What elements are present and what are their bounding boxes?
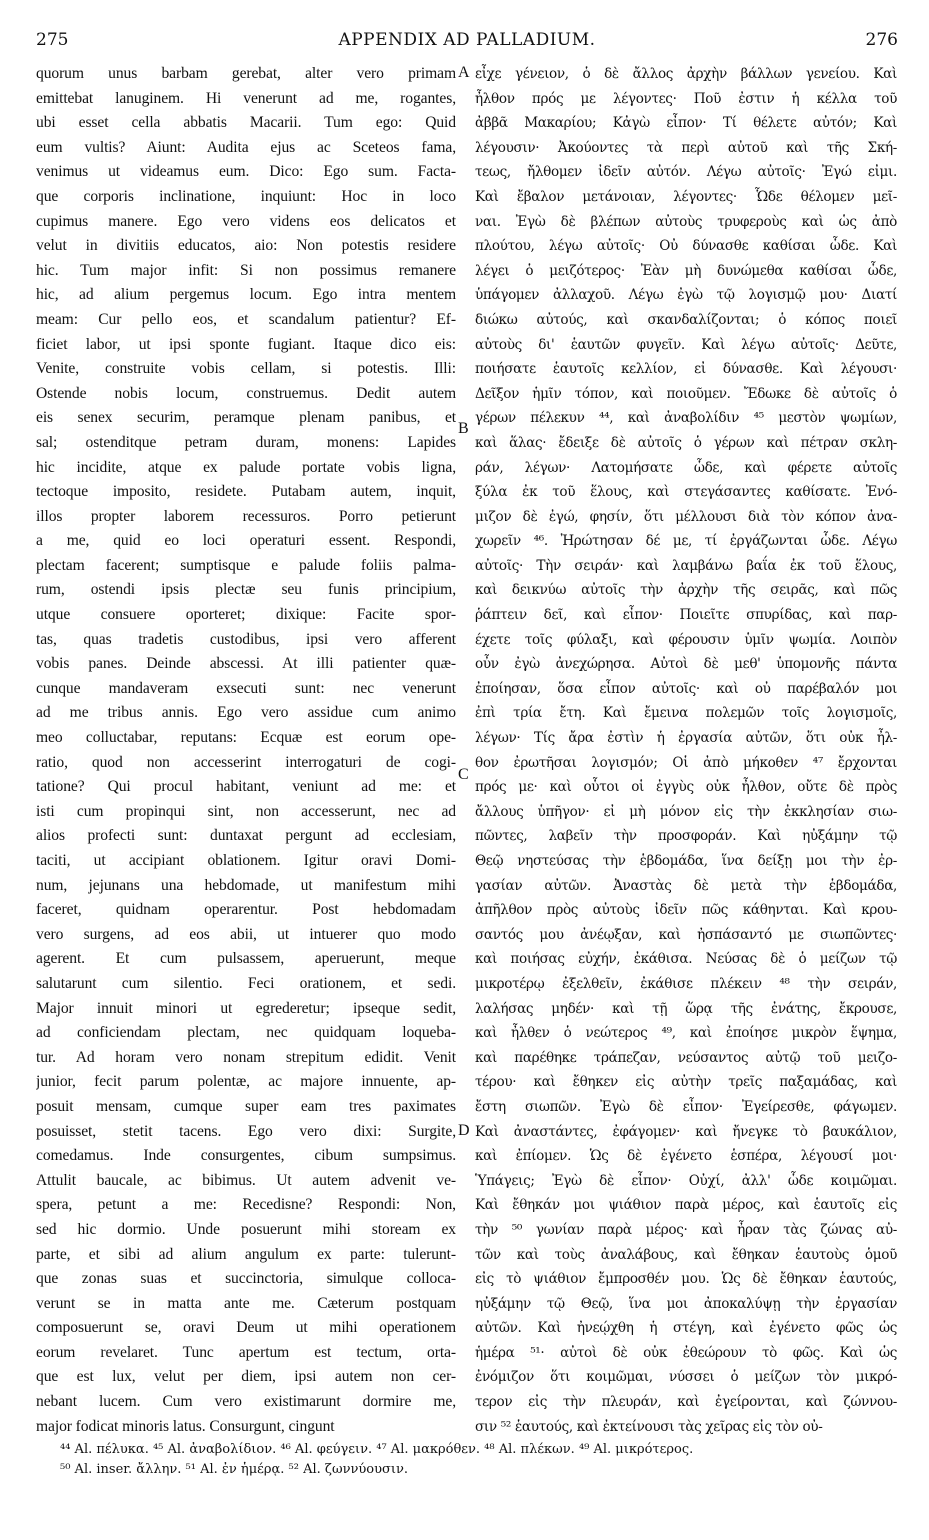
section-marker-d: D bbox=[458, 1122, 470, 1139]
latin-text-line: Major innuit minori ut egrederetur; ipseque sedit, bbox=[36, 999, 456, 1017]
greek-text-line: μιζον δὲ ἐγώ, φησίν, ὅτι μέλλουσι διὰ τὸν κόπον ἀνα- bbox=[475, 508, 897, 525]
greek-text-line: ἐνόμιζον ὅτι κοιμῶμαι, νύσσει ὁ μείζων τὸν μικρό- bbox=[475, 1369, 897, 1386]
latin-text-line: posuit mensam, cumque super eam tres paximates bbox=[36, 1097, 456, 1115]
latin-text-line: ad me tribus annis. Ego vero assidue cum animo bbox=[36, 704, 456, 722]
latin-text-line: nebant lucem. Cum vero existimarunt dormire me, bbox=[36, 1393, 456, 1411]
latin-text-line: Ostende nobis locum, construemus. Dedit autem bbox=[36, 384, 456, 402]
running-title: APPENDIX AD PALLADIUM. bbox=[338, 30, 596, 50]
greek-text-line: ἔστη σιωπῶν. Ἐγὼ δὲ εἶπον· Ἐγείρεσθε, φάγωμεν. bbox=[475, 1098, 897, 1115]
greek-text-line: ἀββᾶ Μακαρίου; Κἀγὼ εἶπον· Τί θέλετε αὐτόν; Καὶ bbox=[475, 115, 897, 132]
greek-text-line: καὶ ἦλθεν ὁ νεώτερος ⁴⁹, καὶ ἐποίησε μικρὸν ἕψημα, bbox=[475, 1025, 897, 1042]
latin-text-line: isti cum propinqui sint, non accesserunt, nec ad bbox=[36, 802, 456, 820]
latin-text-line: meam: Cur pello eos, et scandalum patientur? Ef- bbox=[36, 310, 456, 328]
greek-text-line: σιν ⁵² ἑαυτούς, καὶ ἐκτείνουσι τὰς χεῖρας εἰς τὸν οὐ- bbox=[475, 1418, 823, 1435]
latin-text-line: ficiet labor, ut ipsi sponte fugiant. Itaque dico eis: bbox=[36, 335, 456, 353]
latin-text-line: salutarunt cum silentio. Feci orationem, et sedi. bbox=[36, 974, 456, 992]
latin-text-line: Venite, construite vobis cellam, si potestis. Illi: bbox=[36, 360, 456, 378]
greek-text-line: λέγων· Τίς ἄρα ἐστὶν ἡ ἐργασία αὐτῶν, ὅτι οὐκ ἦλ- bbox=[475, 730, 897, 747]
greek-text-line: ἐποίησαν, ὅσα εἶπον αὐτοῖς· καὶ οὐ παρέβαλόν μοι bbox=[475, 680, 897, 697]
greek-text-line: χωρεῖν ⁴⁶. Ἠρώτησαν δέ με, τί ἐργάζωνται ὧδε. Λέγω bbox=[475, 533, 897, 550]
greek-text-line: Καὶ ἀναστάντες, ἐφάγομεν· καὶ ἤνεγκε τὸ βαυκάλιον, bbox=[475, 1123, 897, 1140]
footnote-line: ⁴⁴ Al. πέλυκα. ⁴⁵ Al. ἀναβολίδιον. ⁴⁶ Al. φεύγειν. ⁴⁷ Al. μακρόθεν. ⁴⁸ Al. πλέκων. ⁴⁹ Al. μικρότερος. bbox=[60, 1442, 694, 1457]
section-marker-b: B bbox=[458, 420, 469, 437]
latin-text-line: que est lux, velut per diem, ipsi autem non cer- bbox=[36, 1368, 456, 1386]
latin-text-line: taciti, ut accipiant oblationem. Igitur oravi Domi- bbox=[36, 852, 456, 869]
latin-text-line: alios profecti sunt: duntaxat pergunt ad ecclesiam, bbox=[36, 827, 456, 845]
greek-text-line: ἦλθον πρός με λέγοντες· Ποῦ ἐστιν ἡ κέλλα τοῦ bbox=[475, 90, 897, 107]
greek-text-line: πῶντες, λαβεῖν τὴν προσφοράν. Καὶ ηὐξάμην τῷ bbox=[475, 828, 897, 845]
latin-text-line: vobis panes. Deinde abscessi. At illi patienter quæ- bbox=[36, 655, 456, 673]
latin-text-line: quorum unus barbam gerebat, alter vero primam bbox=[36, 65, 456, 82]
greek-text-line: Δεῖξον ἡμῖν τόπον, καὶ ποιοῦμεν. Ἔδωκε δὲ αὐτοῖς ὁ bbox=[475, 385, 897, 402]
greek-text-line: Ὑπάγεις; Ἐγὼ δὲ εἶπον· Οὐχί, ἀλλ' ὧδε κοιμῶμαι. bbox=[475, 1172, 897, 1189]
greek-text-line: οὖν ἐγὼ ἀνεχώρησα. Αὐτοὶ δὲ μεθ' ὑπομονῆς πάντα bbox=[475, 656, 897, 673]
greek-text-line: εἶχε γένειον, ὁ δὲ ἄλλος ἀρχὴν βάλλων γενείου. Καὶ bbox=[475, 66, 897, 82]
greek-text-line: καὶ ποιήσας εὐχήν, ἐκάθισα. Νεύσας δὲ ὁ μείζων τῷ bbox=[475, 951, 897, 968]
greek-text-line: ὑπάγομεν ἀλλαχοῦ. Λέγω ἐγὼ τῷ λογισμῷ μου· Διατί bbox=[475, 287, 897, 304]
latin-text-line: eis senex securim, peramque plenam panibus, et bbox=[36, 409, 456, 427]
greek-text-line: λαλήσας μηδέν· καὶ τῇ ὥρᾳ τῆς ἐνάτης, ἔκρουσε, bbox=[475, 1000, 897, 1017]
latin-text-line: eorum revelaret. Tunc apertum est tectum, orta- bbox=[36, 1343, 456, 1361]
latin-text-line: ad conficiendam plectam, nec quidquam loqueba- bbox=[36, 1024, 456, 1042]
greek-text-line: θον ἐρωτῆσαι λογισμόν; Οἱ ἀπὸ μήκοθεν ⁴⁷ ἔρχονται bbox=[475, 754, 897, 771]
latin-text-line: spera, petunt a me: Recedisne? Respondi: Non, bbox=[36, 1196, 456, 1214]
greek-text-line: γασίαν αὐτῶν. Ἀναστὰς δὲ μετὰ τὴν ἑβδομάδα, bbox=[475, 877, 897, 894]
latin-text-line: junior, fecit parum polentæ, ac majore innuente, ap- bbox=[36, 1073, 456, 1091]
greek-text-line: αὐτῶν. Καὶ ἠνεῴχθη ἡ στέγη, καὶ ἐγένετο φῶς ὡς bbox=[475, 1320, 897, 1337]
greek-text-line: ξύλα ἐκ τοῦ ἕλους, καὶ στεγάσαντες καθίσατε. Ἐνό- bbox=[475, 484, 897, 501]
latin-text-line: que corporis inclinatione, inquiunt: Hoc in loco bbox=[36, 187, 456, 205]
latin-text-line: ubi esset cella abbatis Macarii. Tum ego: Quid bbox=[36, 114, 456, 132]
latin-text-line: a me, quid eo loci operaturi essent. Respondi, bbox=[36, 532, 456, 550]
greek-text-line: Καὶ ἔθηκάν μοι ψιάθιον παρὰ μέρος, καὶ ἑαυτοῖς εἰς bbox=[475, 1197, 897, 1214]
latin-text-line: velut in divitiis educatos, aio: Non potestis residere bbox=[36, 237, 456, 255]
footnote-line: ⁵⁰ Al. inser. ἄλλην. ⁵¹ Al. ἐν ἡμέρᾳ. ⁵² Al. ζωννύουσιν. bbox=[60, 1462, 409, 1477]
greek-text-line: τεως, ἤλθομεν ἰδεῖν αὐτόν. Λέγω αὐτοῖς· Ἐγώ εἰμι. bbox=[475, 164, 897, 181]
greek-text-line: τέρου· καὶ ἔθηκεν εἰς αὐτὴν τρεῖς παξαμάδας, καὶ bbox=[475, 1074, 897, 1091]
latin-text-line: num, jejunans una hebdomade, ut manifestum mihi bbox=[36, 876, 456, 894]
latin-text-line: tectoque imposito, residete. Putabam autem, inquit, bbox=[36, 483, 456, 501]
latin-text-line: plectam facerent; sumptisque e palude foliis palma- bbox=[36, 556, 456, 574]
latin-text-line: meo colluctabar, reputans: Ecquæ est eorum ope- bbox=[36, 729, 456, 747]
greek-text-line: καὶ ἐπίομεν. Ὡς δὲ ἐγένετο ἑσπέρα, λέγουσί μοι· bbox=[475, 1148, 897, 1165]
latin-text-line: posuisset, stetit tacens. Ego vero dixi: Surgite, bbox=[36, 1122, 456, 1140]
latin-text-line: cupimus manere. Ego vero videns eos delicatos et bbox=[36, 212, 456, 230]
greek-text-line: ἀπῆλθον πρὸς αὐτοὺς ἰδεῖν πῶς κάθηνται. Καὶ κρου- bbox=[475, 902, 897, 919]
page-number-right: 276 bbox=[865, 30, 898, 50]
greek-text-line: αὐτοὺς δι' ἑαυτῶν φυγεῖν. Καὶ λέγω αὐτοῖς· Δεῦτε, bbox=[475, 336, 897, 353]
latin-text-line: vero surgens, ad eos abii, ut intuerer quo modo bbox=[36, 925, 456, 943]
latin-text-line: sal; ostenditque petram duram, monens: Lapides bbox=[36, 433, 456, 451]
greek-text-line: γέρων πέλεκυν ⁴⁴, καὶ ἀναβολίδιν ⁴⁵ μεστὸν ψωμίων, bbox=[475, 410, 897, 427]
latin-text-line: comedamus. Inde consurgentes, cibum sumpsimus. bbox=[36, 1147, 456, 1165]
greek-text-line: Καὶ ἔβαλον μετάνοιαν, λέγοντες· Ὧδε θέλομεν μεῖ- bbox=[475, 188, 897, 205]
latin-text-line: venimus ut videamus eum. Dico: Ego sum. Facta- bbox=[36, 163, 456, 181]
latin-text-line: tatione? Qui procul habitant, veniunt ad me: et bbox=[36, 778, 456, 796]
latin-text-line: parte, et sibi ad alium angulum ex parte: tulerunt- bbox=[36, 1245, 456, 1263]
greek-text-line: έχετε τοῖς φύλαξι, καὶ φέρουσιν ὑμῖν ψωμία. Λοιπὸν bbox=[475, 631, 897, 648]
greek-text-line: ναι. Ἐγὼ δὲ βλέπων αὐτοὺς τρυφεροὺς καὶ ὡς ἀπὸ bbox=[475, 213, 897, 230]
latin-text-line: ratio, quod non accesserint interrogaturi de cogi- bbox=[36, 753, 456, 771]
latin-text-line: eum vultis? Aiunt: Audita ejus ac Sceteos fama, bbox=[36, 138, 456, 156]
greek-text-line: πρός με· καὶ οὗτοι οἱ ἐγγὺς οὐκ ἦλθον, οὔτε δὲ πρὸς bbox=[475, 779, 897, 796]
greek-text-line: πλούτου, λέγω αὐτοῖς· Οὐ δύνασθε καθίσαι ὧδε. Καὶ bbox=[475, 238, 897, 255]
greek-text-line: τὴν ⁵⁰ γωνίαν παρὰ μέρος· καὶ ἦραν τὰς ζώνας αὐ- bbox=[475, 1221, 897, 1238]
latin-text-line: emittebat lanuginem. Hi venerunt ad me, rogantes, bbox=[36, 89, 456, 107]
latin-text-line: rum, ostendi ipsis plectæ seu funis principium, bbox=[36, 581, 456, 599]
greek-text-line: σαντός μου ἀνέῳξαν, καὶ ἠσπάσαντό με σιωπῶντες· bbox=[475, 926, 897, 943]
latin-text-line: utque consuere oporteret; dixique: Facite spor- bbox=[36, 606, 456, 624]
page-header bbox=[36, 30, 898, 56]
latin-text-line: hic incidite, atque ex palude portate vobis ligna, bbox=[36, 458, 456, 476]
greek-text-line: ποιήσατε ἑαυτοῖς κελλίον, εἰ δύνασθε. Καὶ λέγουσι· bbox=[475, 361, 897, 378]
greek-text-line: καὶ παρέθηκε τράπεζαν, νεύσαντος αὐτῷ τοῦ μειζο- bbox=[475, 1049, 897, 1066]
greek-text-line: ῥάπτειν δεῖ, καὶ εἶπον· Ποιεῖτε σπυρίδας, καὶ παρ- bbox=[475, 607, 897, 624]
greek-text-line: αὐτοῖς· Τὴν σειράν· καὶ λαμβάνω βαΐα ἐκ τοῦ ἕλους, bbox=[475, 557, 897, 574]
greek-text-line: τῶν καὶ τοὺς ἀναλάβους, καὶ ἔθηκαν ἑαυτοὺς ὁμοῦ bbox=[475, 1246, 897, 1263]
latin-text-line: tur. Ad horam vero nonam strepitum edidit. Venit bbox=[36, 1048, 456, 1066]
footnotes bbox=[60, 1440, 900, 1480]
greek-text-line: ἡμέρα ⁵¹· αὐτοὶ δὲ οὐκ ἐθεώρουν τὸ φῶς. Καὶ ὡς bbox=[475, 1344, 897, 1361]
section-marker-c: C bbox=[458, 766, 469, 783]
greek-text-line: ἄλλους ὑπῆγον· εἰ μὴ μόνον εἰς τὴν ἐκκλησίαν σιω- bbox=[475, 803, 897, 820]
latin-text-line: que zonas suas et succinctoria, simulque colloca- bbox=[36, 1270, 456, 1288]
greek-text-line: λέγουσιν· Ἀκούοντες τὰ περὶ αὐτοῦ καὶ τῆς Σκή- bbox=[475, 139, 897, 156]
latin-text-line: major fodicat minoris latus. Consurgunt, cingunt bbox=[36, 1417, 335, 1435]
greek-text-line: καὶ ἅλας· ἔδειξε δὲ αὐτοῖς ὁ γέρων καὶ πέτραν σκλη- bbox=[475, 434, 897, 451]
section-marker-a: A bbox=[458, 64, 470, 81]
greek-text-line: ηὐξάμην τῷ Θεῷ, ἵνα μοι ἀποκαλύψῃ τὴν ἐργασίαν bbox=[475, 1295, 897, 1312]
latin-text-line: agerent. Et cum pulsassem, aperuerunt, meque bbox=[36, 950, 456, 968]
latin-text-line: faceret, quidnam operarentur. Post hebdomadam bbox=[36, 901, 456, 919]
latin-text-line: cunque mandaveram exsecuti sunt: nec venerunt bbox=[36, 679, 456, 697]
greek-text-line: ράν, λέγων· Λατομήσατε ὧδε, καὶ φέρετε αὐτοῖς bbox=[475, 459, 897, 476]
greek-text-line: διώκω αὐτούς, καὶ σκανδαλίζονται; ὁ κόπος ποιεῖ bbox=[475, 311, 897, 328]
latin-text-line: Attulit baucale, ac bibimus. Ut autem advenit ve- bbox=[36, 1171, 456, 1189]
latin-text-line: verunt se in matta ante me. Cæterum postquam bbox=[36, 1294, 456, 1312]
greek-text-line: τερον εἰς τὴν πλευράν, καὶ ἐγείρονται, καὶ ζώννου- bbox=[475, 1394, 897, 1411]
latin-text-line: hic. Tum major infit: Si non possimus remanere bbox=[36, 261, 456, 279]
latin-column bbox=[36, 62, 456, 1439]
latin-text-line: sed hic dormio. Unde posuerunt mihi stoream ex bbox=[36, 1220, 456, 1238]
greek-text-line: μικροτέρῳ ἐξελθεῖν, ἐκάθισε πλέκειν ⁴⁸ τὴν σειράν, bbox=[475, 975, 897, 992]
latin-text-line: tas, quas tradetis custodibus, ipsi vero afferent bbox=[36, 630, 456, 648]
page-number-left: 275 bbox=[36, 30, 69, 50]
latin-text-line: composuerunt se, oravi Deum ut mihi operationem bbox=[36, 1319, 456, 1337]
latin-text-line: illos propter laborem recessuros. Porro petierunt bbox=[36, 507, 456, 525]
greek-text-line: εἰς τὸ ψιάθιον ἔμπροσθέν μου. Ὡς δὲ ἔθηκαν ἑαυτούς, bbox=[475, 1271, 897, 1288]
greek-text-line: ἐπὶ τρία ἔτη. Καὶ ἔμεινα πολεμῶν τοῖς λογισμοῖς, bbox=[475, 705, 897, 722]
greek-text-line: Θεῷ νηστεύσας τὴν ἑβδομάδα, ἵνα δείξῃ μοι τὴν ἐρ- bbox=[475, 853, 897, 869]
greek-text-line: καὶ δεικνύω αὐτοῖς τὴν ἀρχὴν τῆς σειρᾶς, καὶ πῶς bbox=[475, 582, 897, 599]
latin-text-line: hic, ad alium pergemus locum. Ego intra mentem bbox=[36, 286, 456, 304]
greek-text-line: λέγει ὁ μειζότερος· Ἐὰν μὴ δυνώμεθα καθίσαι ὧδε, bbox=[475, 262, 897, 279]
greek-column bbox=[475, 62, 897, 1439]
